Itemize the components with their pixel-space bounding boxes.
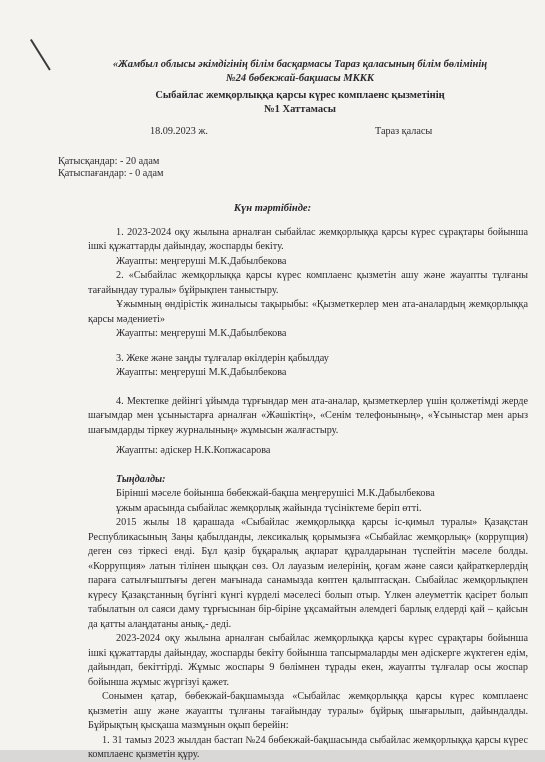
heard-line-1: Бірінші мәселе бойынша бөбекжай-бақша меңгерушісі М.К.Дабылбекова xyxy=(88,487,528,501)
org-header xyxy=(70,58,530,86)
protocol-date: 18.09.2023 ж. xyxy=(150,125,208,139)
heard-title: Тыңдалды: xyxy=(88,473,528,487)
agenda-item-2-responsible: Жауапты: меңгеруші М.К.Дабылбекова xyxy=(88,327,528,341)
agenda-item-2-topic: Ұжымның өндірістік жиналысы тақырыбы: «Қызметкерлер мен ата-аналардың жемқорлыққа қарсы мәдениеті» xyxy=(88,298,528,327)
org-header-line2: №24 бөбекжай-бақшасы МККК xyxy=(70,72,530,86)
heard-paragraph-law: 2015 жылы 18 қарашада «Сыбайлас жемқорлыққа қарсы іс-қимыл туралы» Қазақстан Республикасының Заңы қабылданды, лексикалық қорымызға «Сыбайлас жемқорлық» (коррупция) деген сөз тіркесі енді. Бұл қазір бұқаралық ақпарат құралдарынан түспейтін мәселе болды. «Коррупция» латын тілінен шыққан сөз. Ол лауазым иелерінің, қоғам және саяси қайраткерлердің параға сатылғыштығы деген мағынада санамызда көптен қалыптасқан. Сыбайлас жемқорлықпен күресу Қазақстанның бүгінгі күнгі күрделі мәселесі болып отыр. Үлкен әлеуметтік қасірет болып табылатын ол саяси даму тұрғысынан бір-біріне ұқсамайтын әлемдегі барлық елдерді қай – қайсын да қатты алаңдатаны анық,- деді. xyxy=(88,516,528,632)
participants-count: Қатысқандар: - 20 адам xyxy=(58,155,159,169)
protocol-title xyxy=(70,89,530,117)
agenda-title: Күн тәртібінде: xyxy=(0,202,545,217)
heard-paragraph-plan: 2023-2024 оқу жылына арналған сыбайлас жемқорлыққа қарсы күрес сұрақтары бойынша ішкі құжаттарды дайындау, жоспарды бекіту бойынша тапсырмаларды мен әдіскерге жүктеген едім, дайындап, бекіттірді. Жұмыс жоспары 9 бөлімнен тұрады екен, жауапты тұлғалар осы жоспар бойынша жұмыс жүргізуі қажет. xyxy=(88,632,528,690)
agenda-item-4-responsible: Жауапты: әдіскер Н.К.Копжасарова xyxy=(88,444,528,458)
absent-count: Қатыспағандар: - 0 адам xyxy=(58,167,163,181)
protocol-title-line2: №1 Хаттамасы xyxy=(70,103,530,117)
agenda-item-1: 1. 2023-2024 оқу жылына арналған сыбайлас жемқорлыққа қарсы күрес сұрақтары бойынша ішкі құжаттарды дайындау, жоспарды бекіту. xyxy=(88,226,528,255)
heard-line-2: ұжым арасында сыбайлас жемқорлық жайында түсініктеме беріп өтті. xyxy=(88,502,528,516)
protocol-city: Тараз қаласы xyxy=(375,125,432,139)
order-item-1: 1. 31 тамыз 2023 жылдан бастап №24 бөбекжай-бақшасында сыбайлас жемқорлыққа қарсы күрес комплаенс қызметін құру. xyxy=(88,734,528,762)
agenda-item-4: 4. Мектепке дейінгі ұйымда тұрғындар мен ата-аналар, қызметкерлер үшін қолжетімді жерде шағымдар мен ұсыныстарға арналған «Жәшіктің», «Сенім телефонының», «Ұсыныстар мен арыз шағымдарды тіркеу журналының» жұмысын жалғастыру. xyxy=(88,395,528,438)
heard-paragraph-order: Сонымен қатар, бөбекжай-бақшамызда «Сыбайлас жемқорлыққа қарсы күрес комплаенс қызметін ашу және жауапты тұлғаны тағайындау туралы» бұйрық шығарылып, дайындалды. Бұйрықтың қысқаша мазмұнын оқып берейін: xyxy=(88,690,528,733)
agenda-item-3-responsible: Жауапты: меңгеруші М.К.Дабылбекова xyxy=(88,366,528,380)
org-header-line1: «Жамбыл облысы әкімдігінің білім басқармасы Тараз қаласының білім бөлімінің xyxy=(70,58,530,72)
agenda-item-2: 2. «Сыбайлас жемқорлыққа қарсы күрес комплаенс қызметін ашу және жауапты тұлғаны тағайындау туралы» бұйрықпен таныстыру. xyxy=(88,269,528,298)
agenda-item-1-responsible: Жауапты: меңгеруші М.К.Дабылбекова xyxy=(88,255,528,269)
agenda-item-3: 3. Жеке және заңды тұлғалар өкілдерін қабылдау xyxy=(88,352,528,366)
protocol-title-line1: Сыбайлас жемқорлыққа қарсы күрес комплаенс қызметінің xyxy=(70,89,530,103)
pen-mark xyxy=(30,39,51,71)
document-body xyxy=(88,226,528,762)
